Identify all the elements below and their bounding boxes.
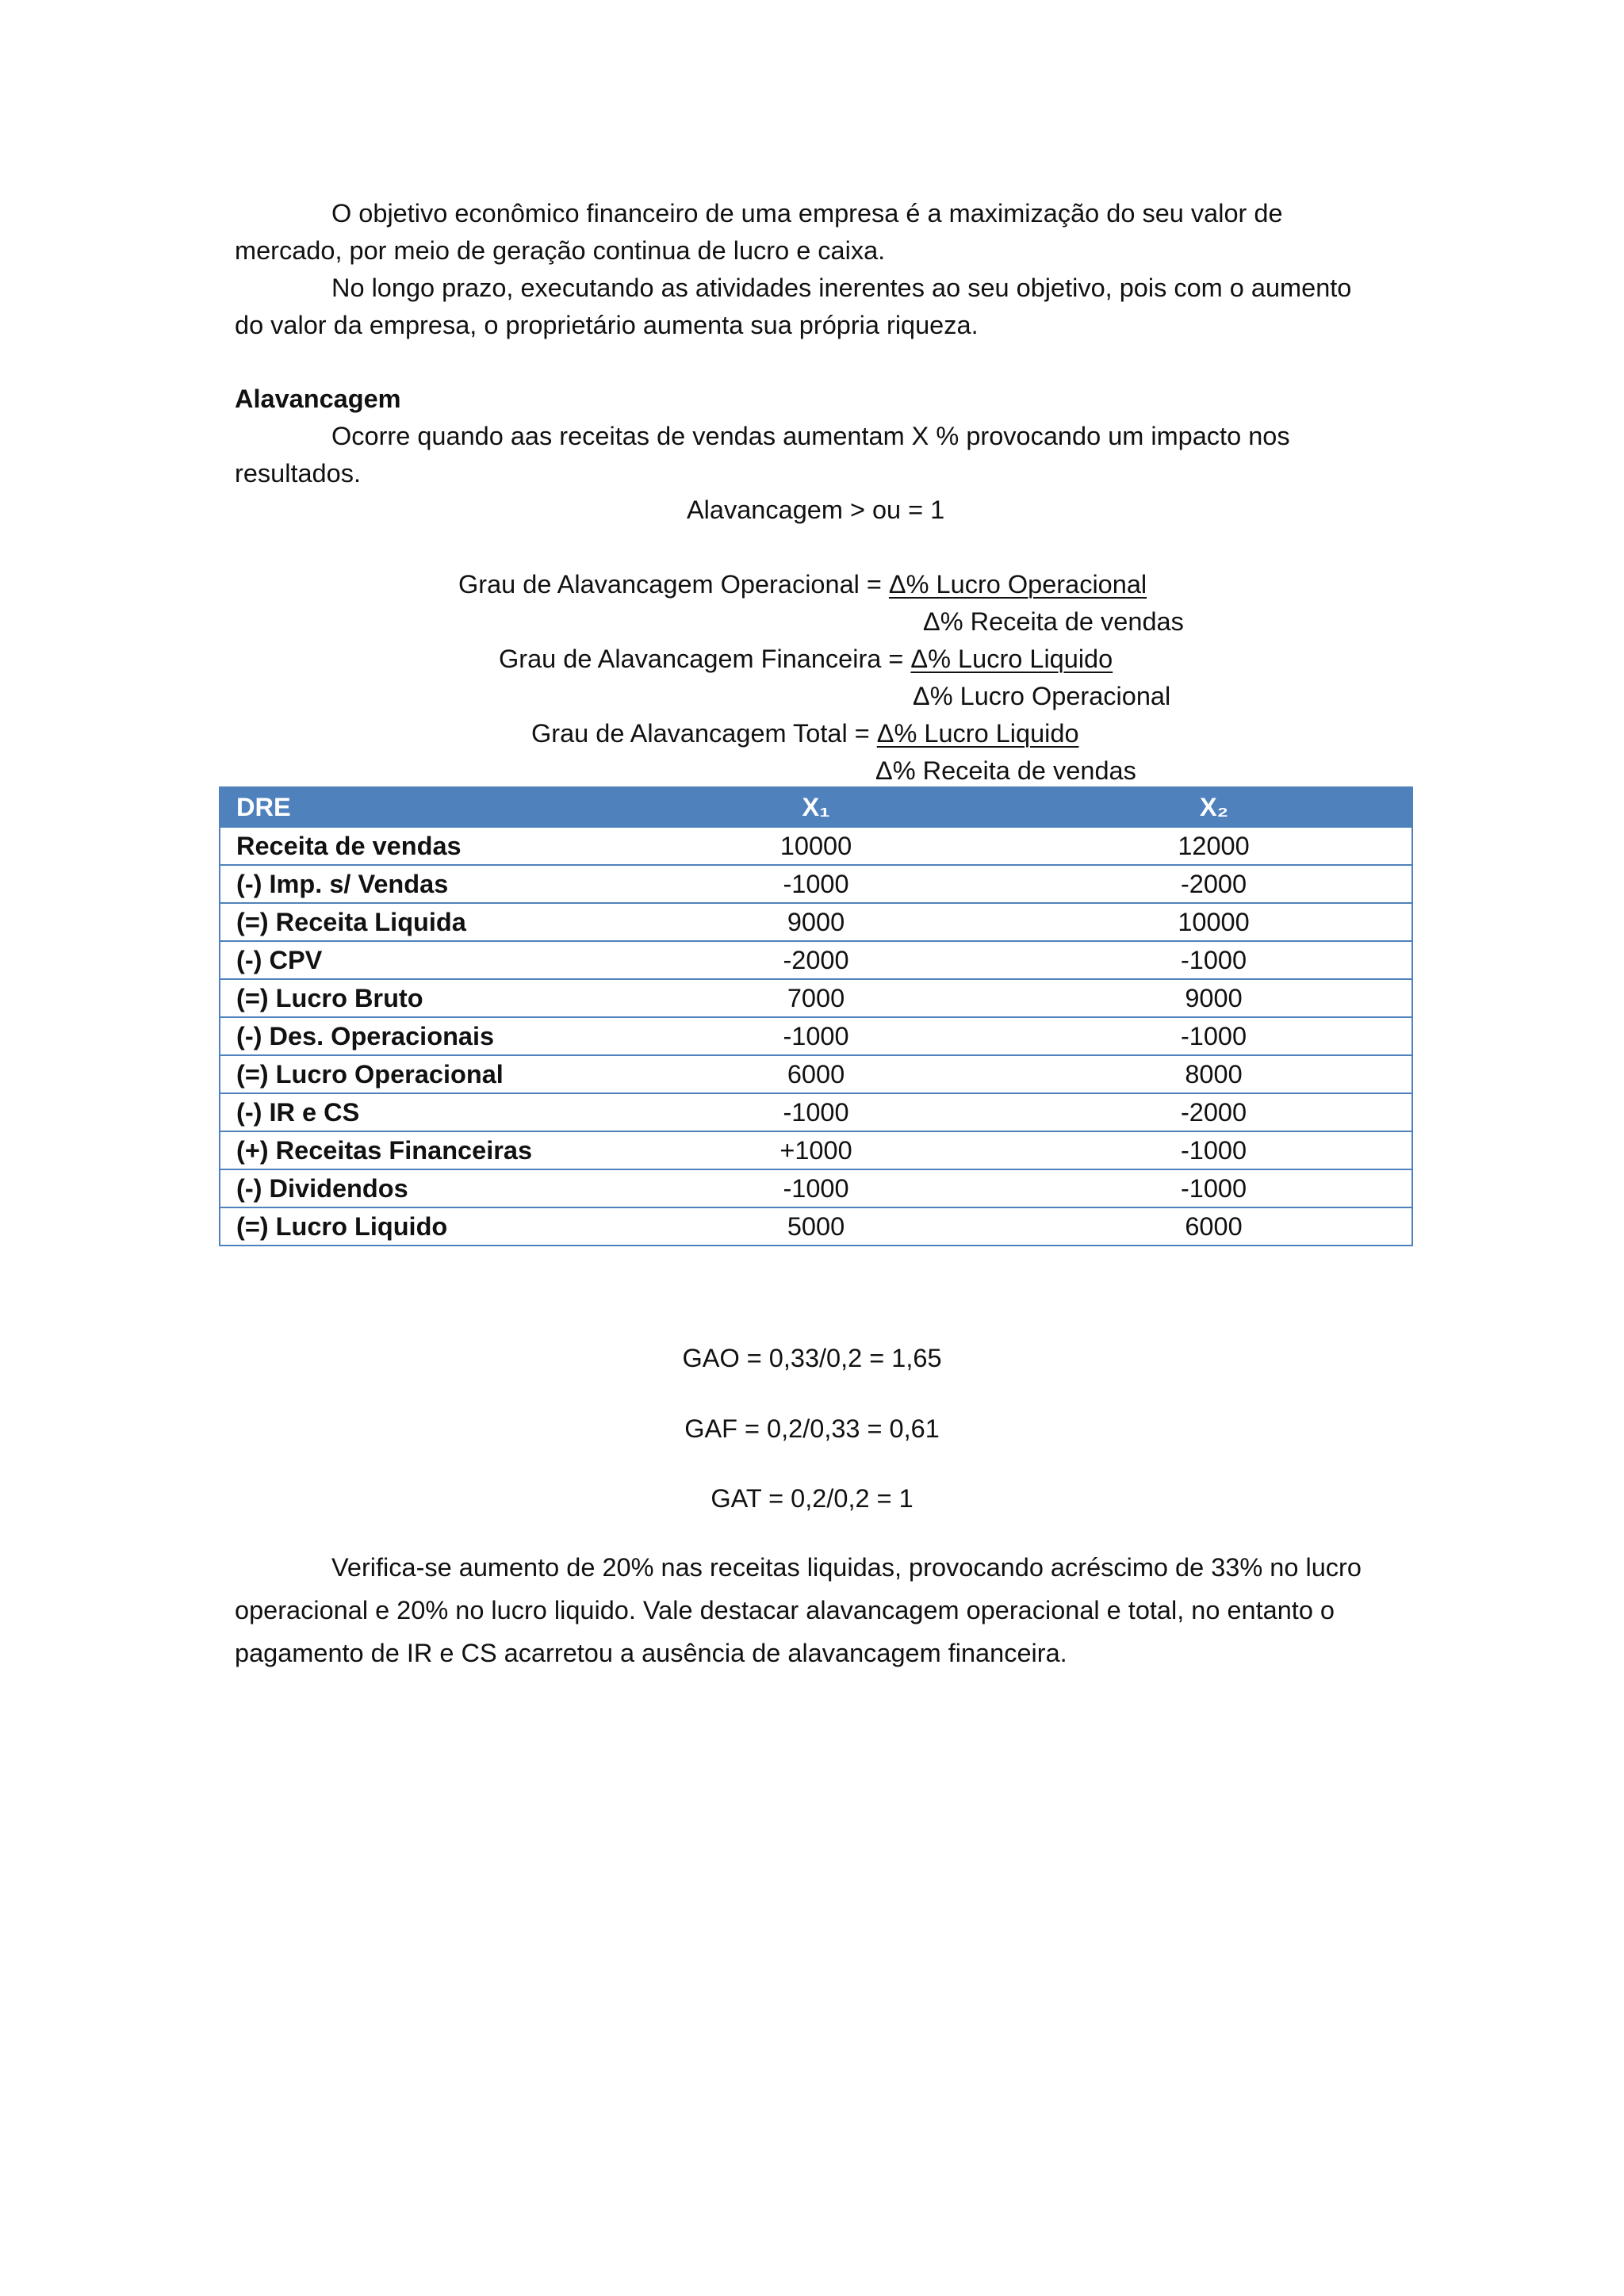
row-x1-value: 6000 [616,1055,1016,1093]
row-label: (-) Des. Operacionais [220,1017,616,1055]
intro-paragraph-1-text: O objetivo econômico financeiro de uma empresa é a maximização do seu valor de mercado, por meio de geração continua de lucro e caixa. [235,199,1283,265]
section-heading-alavancagem: Alavancagem [235,385,401,413]
row-x2-value: -1000 [1016,941,1412,979]
row-x1-value: -1000 [616,865,1016,903]
table-row [220,903,1412,941]
definition-gao-denominator: Δ% Receita de vendas [923,607,1184,636]
row-x1-value: -1000 [616,1093,1016,1131]
row-x2-value: -1000 [1016,1169,1412,1207]
table-row [220,941,1412,979]
row-x1-value: 5000 [616,1207,1016,1246]
result-gat: GAT = 0,2/0,2 = 1 [710,1484,914,1513]
table-row [220,1093,1412,1131]
table-row [220,979,1412,1017]
definition-gat [531,715,1079,752]
row-x1-value: 10000 [616,827,1016,865]
intro-paragraph-2-text: No longo prazo, executando as atividades inerentes ao seu objetivo, pois com o aumento do valor da empresa, o proprietário aumenta sua própria riqueza. [235,274,1352,339]
row-label: (-) CPV [220,941,616,979]
table-row [220,1169,1412,1207]
definition-gaf-denominator: Δ% Lucro Operacional [913,682,1171,710]
dre-table [219,786,1413,1246]
table-header-x2: X₂ [1016,787,1412,827]
row-label: (-) Dividendos [220,1169,616,1207]
table-header-x1: X₁ [616,787,1016,827]
definition-gaf-label: Grau de Alavancagem Financeira = [499,645,911,673]
row-label: (-) Imp. s/ Vendas [220,865,616,903]
row-label: (=) Lucro Liquido [220,1207,616,1246]
row-x1-value: +1000 [616,1131,1016,1169]
row-x2-value: 8000 [1016,1055,1412,1093]
table-row [220,1131,1412,1169]
definition-gat-label: Grau de Alavancagem Total = [531,719,877,748]
table-row [220,1055,1412,1093]
definition-gao-numerator: Δ% Lucro Operacional [888,570,1147,599]
row-x2-value: -1000 [1016,1131,1412,1169]
row-x2-value: -2000 [1016,1093,1412,1131]
table-row [220,827,1412,865]
alavancagem-description-text: Ocorre quando aas receitas de vendas aumentam X % provocando um impacto nos resultados. [235,422,1290,488]
row-label: (=) Receita Liquida [220,903,616,941]
conclusion-paragraph [235,1546,1392,1674]
definition-gao [458,566,1147,603]
definition-gao-label: Grau de Alavancagem Operacional = [458,570,889,599]
table-row [220,1017,1412,1055]
row-x2-value: 9000 [1016,979,1412,1017]
row-x1-value: -1000 [616,1017,1016,1055]
row-label: (=) Lucro Bruto [220,979,616,1017]
alavancagem-description [235,418,1377,492]
table-row [220,865,1412,903]
row-x1-value: 9000 [616,903,1016,941]
row-x1-value: -1000 [616,1169,1016,1207]
definition-gaf [499,641,1113,678]
row-label: (=) Lucro Operacional [220,1055,616,1093]
definition-gaf-numerator: Δ% Lucro Liquido [910,645,1113,673]
result-gao: GAO = 0,33/0,2 = 1,65 [682,1344,942,1372]
row-x2-value: -1000 [1016,1017,1412,1055]
intro-paragraph-1 [235,195,1377,270]
table-row [220,1207,1412,1246]
row-label: (+) Receitas Financeiras [220,1131,616,1169]
row-x2-value: -2000 [1016,865,1412,903]
row-x1-value: 7000 [616,979,1016,1017]
table-header-dre: DRE [220,787,616,827]
result-gaf: GAF = 0,2/0,33 = 0,61 [684,1414,940,1443]
definition-gat-numerator: Δ% Lucro Liquido [876,719,1079,748]
row-x1-value: -2000 [616,941,1016,979]
row-x2-value: 10000 [1016,903,1412,941]
conclusion-text: Verifica-se aumento de 20% nas receitas liquidas, provocando acréscimo de 33% no lucro operacional e 20% no lucro liquido. Vale destacar alavancagem operacional e total, no entanto o pagamento de IR e CS acarretou a ausência de alavancagem financeira. [235,1553,1362,1667]
intro-paragraph-2 [235,270,1377,344]
row-label: Receita de vendas [220,827,616,865]
row-x2-value: 6000 [1016,1207,1412,1246]
row-label: (-) IR e CS [220,1093,616,1131]
definition-gat-denominator: Δ% Receita de vendas [875,756,1136,785]
alavancagem-rule: Alavancagem > ou = 1 [687,496,945,524]
table-header-row [220,787,1412,827]
row-x2-value: 12000 [1016,827,1412,865]
